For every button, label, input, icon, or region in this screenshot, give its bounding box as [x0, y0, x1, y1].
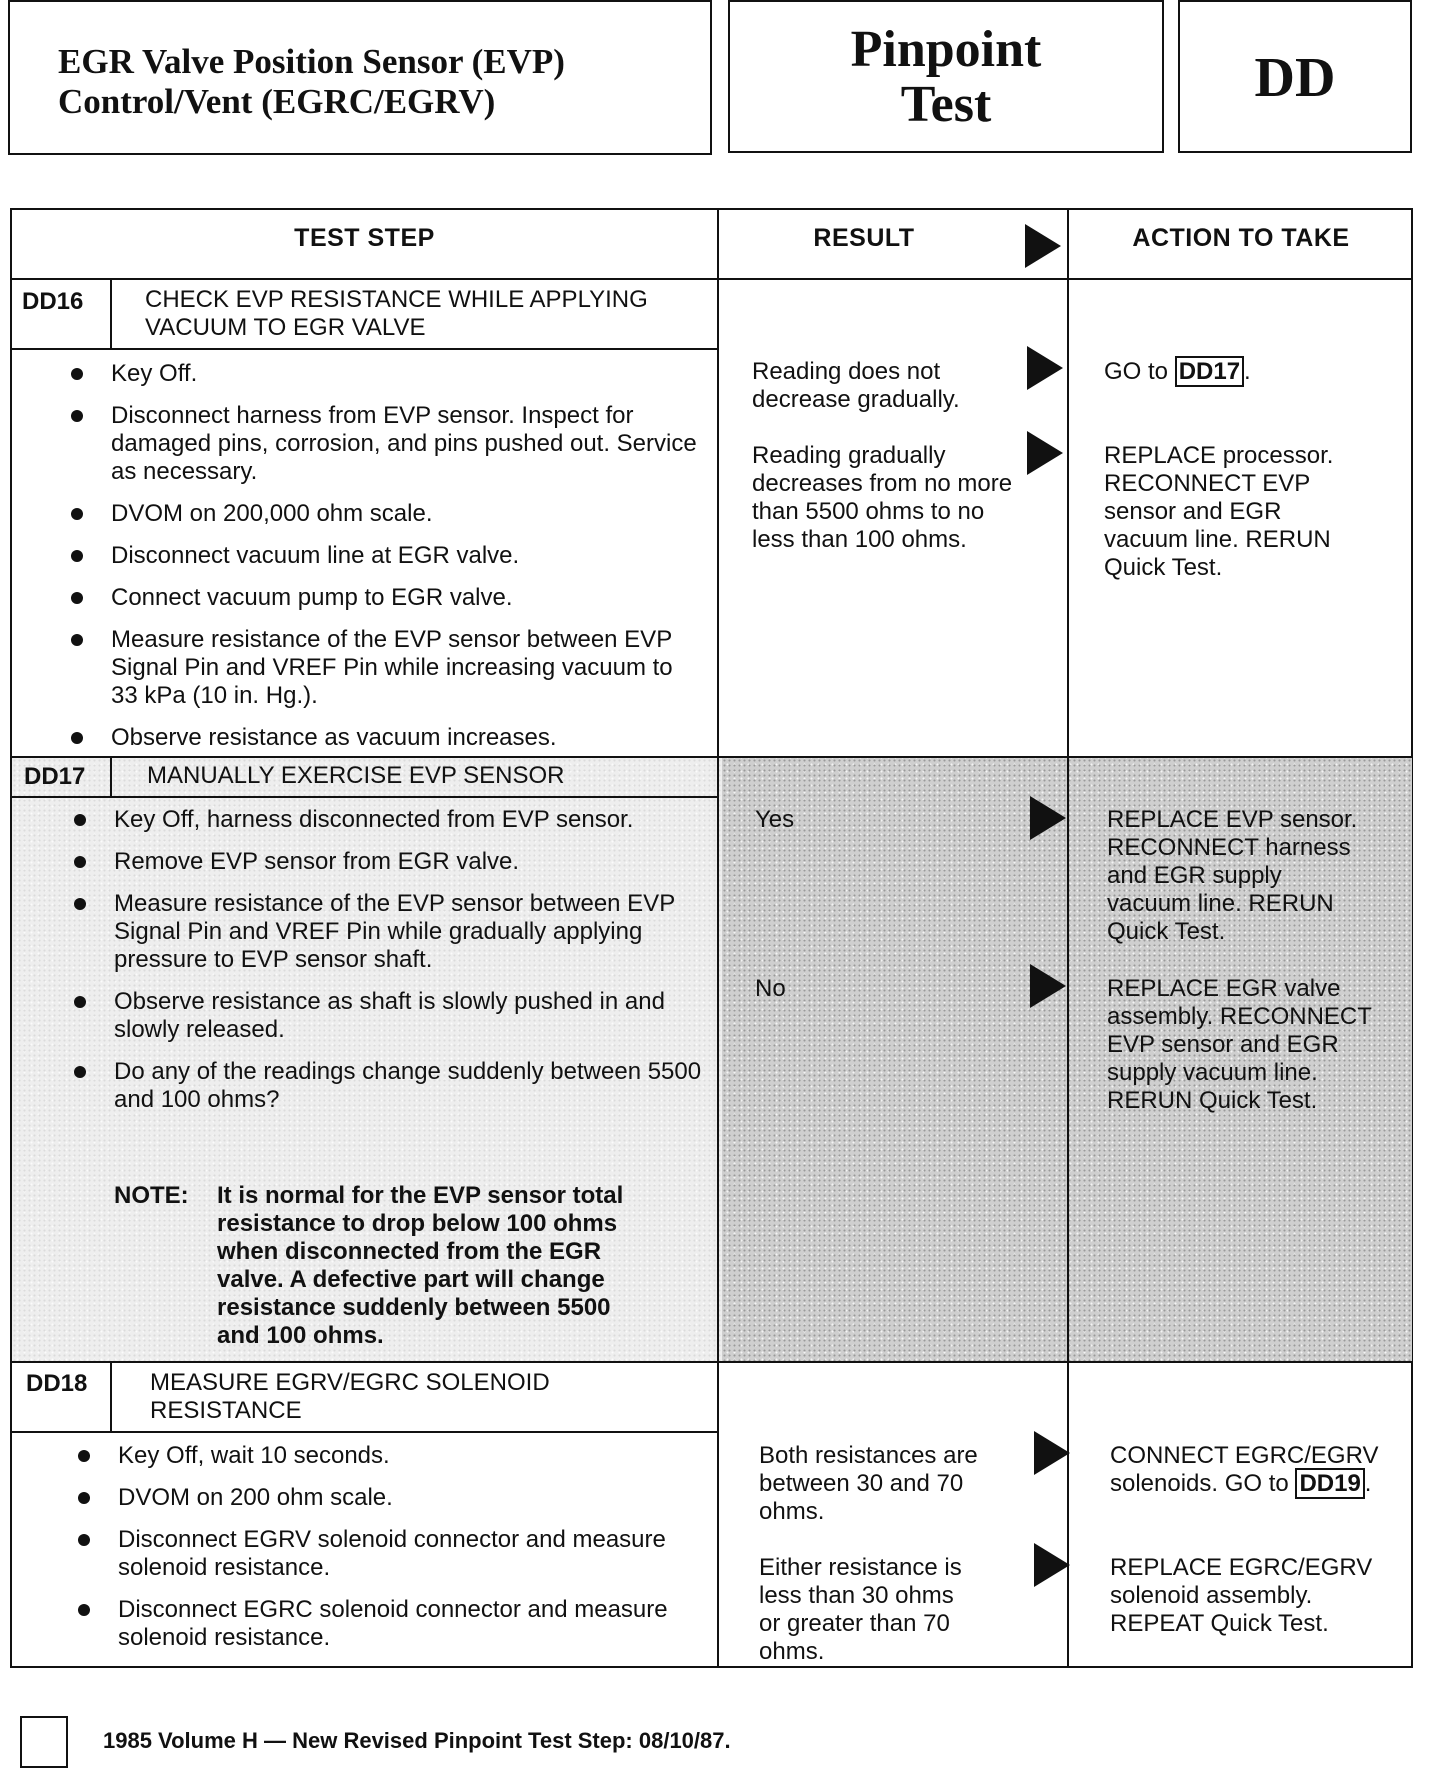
action-prefix: GO to	[1104, 358, 1175, 385]
result-text: No	[755, 975, 786, 1002]
step-title	[145, 286, 648, 342]
bullet-icon	[78, 1604, 90, 1616]
bullet-icon	[71, 732, 83, 744]
bullet-icon	[74, 1066, 86, 1078]
list-item	[114, 1058, 704, 1114]
list-item-text: Key Off, harness disconnected from EVP sensor.	[114, 806, 634, 833]
bullet-icon	[71, 550, 83, 562]
list-item-text: Do any of the readings change suddenly between 5500 and 100 ohms?	[114, 1058, 702, 1113]
step-code: DD17	[24, 763, 86, 790]
divider	[110, 756, 112, 796]
list-item-text: Disconnect EGRV solenoid connector and measure solenoid resistance.	[118, 1526, 666, 1581]
divider	[110, 278, 112, 348]
document-title	[58, 42, 565, 122]
bullet-icon	[71, 368, 83, 380]
arrow-icon	[1034, 1543, 1070, 1587]
bullet-icon	[78, 1534, 90, 1546]
list-item-text: Key Off, wait 10 seconds.	[118, 1442, 390, 1469]
step-title-line: VACUUM TO EGR VALVE	[145, 314, 426, 341]
action-text: REPLACE EVP sensor. RECONNECT harness and EGR supply vacuum line. RERUN Quick Test.	[1107, 806, 1358, 945]
dd17-bullets	[114, 806, 704, 1128]
list-item-text: Observe resistance as vacuum increases.	[111, 724, 557, 751]
list-item-text: Connect vacuum pump to EGR valve.	[111, 584, 513, 611]
revision-mark-icon	[20, 1716, 68, 1768]
divider	[717, 210, 719, 1666]
arrow-icon	[1030, 796, 1066, 840]
note-text: It is normal for the EVP sensor total resistance to drop below 100 ohms when disconnected from the EGR valve. A defective part will change resistance suddenly between 5500 and 100 ohms.	[217, 1182, 624, 1349]
test-code: DD	[1254, 47, 1336, 109]
list-item	[114, 890, 704, 974]
result-text: Reading gradually decreases from no more than 5500 ohms to no less than 100 ohms.	[752, 442, 1013, 553]
list-item-text: Disconnect EGRC solenoid connector and measure solenoid resistance.	[118, 1596, 668, 1651]
bullet-icon	[74, 996, 86, 1008]
list-item	[111, 724, 701, 752]
list-item	[118, 1526, 708, 1582]
footer-note: 1985 Volume H — New Revised Pinpoint Test Step: 08/10/87.	[103, 1728, 731, 1753]
action-suffix: .	[1244, 358, 1251, 385]
step-title-line: MEASURE EGRV/EGRC SOLENOID	[150, 1369, 550, 1396]
list-item	[111, 626, 701, 710]
dd18-bullets	[118, 1442, 708, 1666]
result-text: Yes	[755, 806, 795, 833]
list-item-text: Key Off.	[111, 360, 198, 387]
action-text: REPLACE EGR valve assembly. RECONNECT EVP sensor and EGR supply vacuum line. RERUN Quick Test.	[1107, 975, 1372, 1114]
action-text	[1110, 1442, 1400, 1498]
dd18-title-box	[12, 1361, 719, 1433]
list-item	[111, 402, 701, 486]
title-line-1: EGR Valve Position Sensor (EVP)	[58, 42, 565, 81]
list-item-text: Disconnect vacuum line at EGR valve.	[111, 542, 520, 569]
arrow-icon	[1027, 346, 1063, 390]
pinpoint-test-box	[728, 0, 1164, 153]
dd16-title-box	[12, 278, 719, 350]
action-text: REPLACE EGRC/EGRV solenoid assembly. REPEAT Quick Test.	[1110, 1554, 1373, 1637]
list-item-text: Observe resistance as shaft is slowly pushed in and slowly released.	[114, 988, 665, 1043]
list-item-text: Measure resistance of the EVP sensor between EVP Signal Pin and VREF Pin while increasing vacuum to 33 kPa (10 in. Hg.).	[111, 626, 673, 709]
list-item	[111, 360, 701, 388]
result-text: Either resistance is less than 30 ohms or greater than 70 ohms.	[759, 1554, 962, 1665]
list-item-text: DVOM on 200,000 ohm scale.	[111, 500, 433, 527]
dd17-title-box	[12, 756, 719, 798]
list-item	[114, 848, 704, 876]
step-reference[interactable]: DD19	[1295, 1468, 1364, 1499]
bullet-icon	[74, 856, 86, 868]
action-text	[1104, 358, 1404, 386]
test-label: Test	[900, 76, 992, 133]
action-suffix: .	[1364, 1470, 1372, 1497]
bullet-icon	[78, 1450, 90, 1462]
arrow-icon	[1025, 224, 1061, 268]
pinpoint-table	[10, 208, 1413, 1668]
list-item-text: Disconnect harness from EVP sensor. Inspect for damaged pins, corrosion, and pins pushed out. Service as necessary.	[111, 402, 697, 485]
arrow-icon	[1030, 964, 1066, 1008]
dd16-bullets	[111, 360, 701, 766]
test-code-box	[1178, 0, 1412, 153]
list-item-text: DVOM on 200 ohm scale.	[118, 1484, 393, 1511]
result-text: Both resistances are between 30 and 70 ohms.	[759, 1442, 978, 1525]
list-item	[114, 806, 704, 834]
list-item	[111, 500, 701, 528]
arrow-icon	[1034, 1431, 1070, 1475]
step-title	[150, 1369, 550, 1425]
pinpoint-label: Pinpoint	[850, 21, 1042, 78]
step-title-line: CHECK EVP RESISTANCE WHILE APPLYING	[145, 286, 648, 313]
list-item	[114, 988, 704, 1044]
step-title: MANUALLY EXERCISE EVP SENSOR	[147, 762, 565, 789]
list-item	[118, 1484, 708, 1512]
bullet-icon	[71, 508, 83, 520]
column-test-step: TEST STEP	[294, 224, 435, 252]
bullet-icon	[74, 814, 86, 826]
list-item	[118, 1442, 708, 1470]
arrow-icon	[1027, 431, 1063, 475]
step-title-line: RESISTANCE	[150, 1397, 302, 1424]
bullet-icon	[71, 592, 83, 604]
title-line-2: Control/Vent (EGRC/EGRV)	[58, 82, 496, 121]
bullet-icon	[71, 634, 83, 646]
list-item	[118, 1596, 708, 1652]
bullet-icon	[74, 898, 86, 910]
action-prefix: CONNECT EGRC/EGRV solenoids. GO to	[1110, 1442, 1379, 1497]
step-reference[interactable]: DD17	[1175, 356, 1244, 387]
result-text: Reading does not decrease gradually.	[752, 358, 960, 413]
column-result: RESULT	[813, 224, 915, 252]
action-text: REPLACE processor. RECONNECT EVP sensor and EGR vacuum line. RERUN Quick Test.	[1104, 442, 1334, 581]
list-item	[111, 542, 701, 570]
divider	[110, 1361, 112, 1431]
step-code: DD16	[22, 288, 84, 315]
bullet-icon	[71, 410, 83, 422]
column-action: ACTION TO TAKE	[1132, 224, 1350, 252]
bullet-icon	[78, 1492, 90, 1504]
title-box	[8, 0, 712, 155]
list-item	[111, 584, 701, 612]
list-item-text: Measure resistance of the EVP sensor between EVP Signal Pin and VREF Pin while gradually applying pressure to EVP sensor shaft.	[114, 890, 675, 973]
list-item-text: Remove EVP sensor from EGR valve.	[114, 848, 520, 875]
note-label: NOTE:	[114, 1182, 189, 1209]
step-code: DD18	[26, 1370, 88, 1397]
